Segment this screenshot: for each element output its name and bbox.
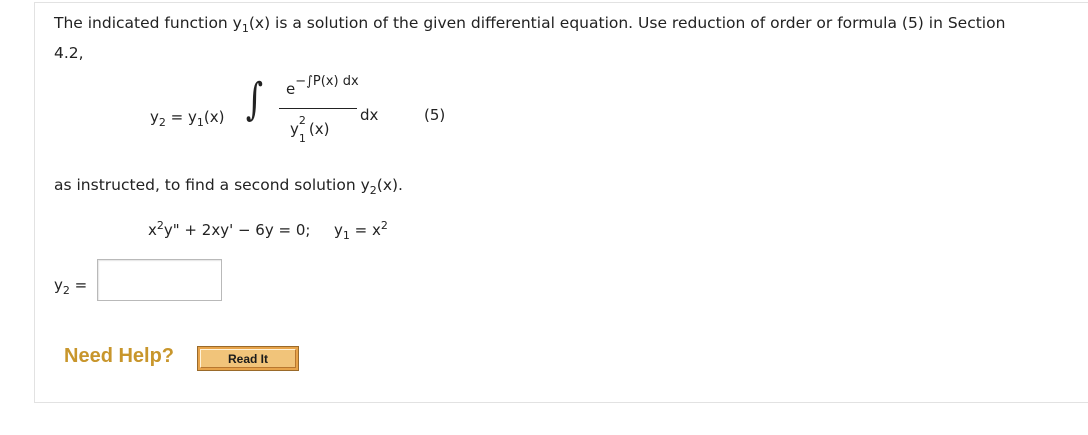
- question-intro-line2: 4.2,: [54, 44, 84, 62]
- formula-lhs: $y_2 = y_1(x)$: [150, 108, 225, 129]
- fraction-bar: [279, 108, 357, 109]
- formula-numerator: $e^{-\int P(x) dx}$: [286, 74, 359, 98]
- answer-label: $y_2$ =: [54, 276, 88, 297]
- question-intro-line1: The indicated function $y_1(x)$ is a solution of the given differential equation. Use reduction of order or formula (5) in Section: [54, 14, 1006, 36]
- given-equation: $x^2y$" + 2xy' − 6y = 0; $y_1 = x^2$: [148, 219, 388, 242]
- read-it-button[interactable]: [197, 346, 299, 371]
- answer-input[interactable]: [97, 259, 222, 301]
- need-help-label: Need Help?: [64, 345, 175, 367]
- formula-denominator: y 2 1 (x): [290, 114, 330, 145]
- question-instruction: as instructed, to find a second solution $y_2(x)$.: [54, 176, 403, 198]
- formula-dx: dx: [360, 106, 379, 124]
- read-it-label: Read It: [200, 349, 296, 368]
- question-card: [34, 2, 1088, 403]
- integral-symbol: ∫: [245, 74, 264, 125]
- formula-number: (5): [424, 106, 446, 124]
